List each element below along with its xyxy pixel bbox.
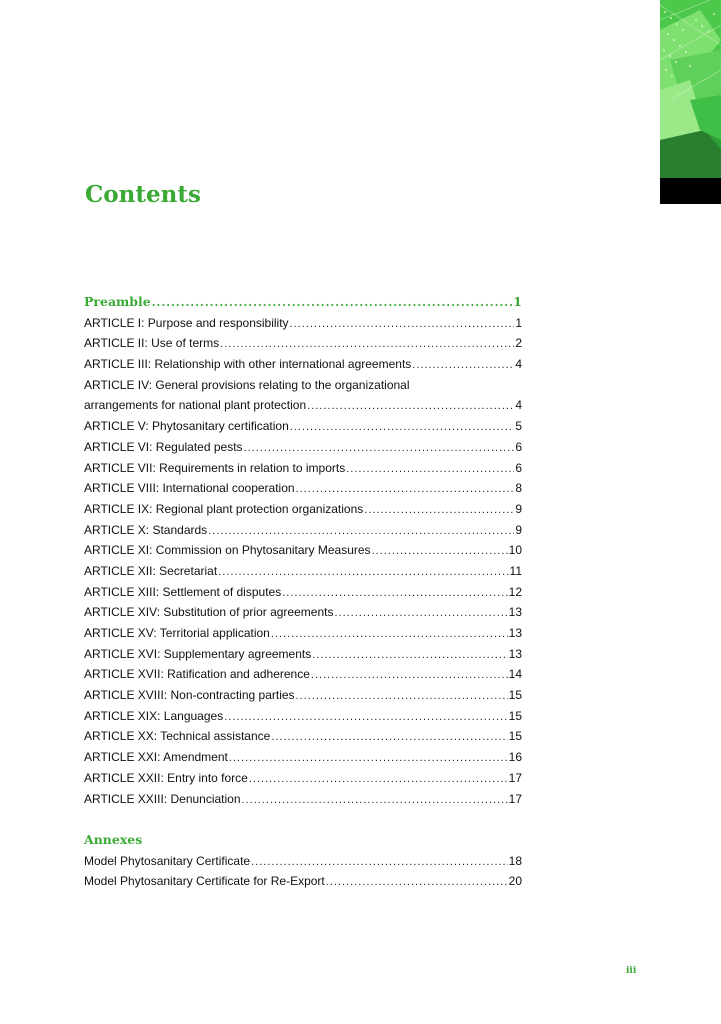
toc-entry-label: ARTICLE XVI: Supplementary agreements — [84, 646, 312, 661]
dot-leader — [152, 293, 513, 314]
toc-entry-page: 13 — [508, 646, 522, 661]
toc-entry-article-23[interactable] — [84, 789, 522, 810]
toc-entry-article-14[interactable] — [84, 602, 522, 623]
dot-leader — [364, 500, 514, 521]
toc-entry-article-3[interactable] — [84, 354, 522, 375]
toc-entry-page: 9 — [515, 522, 522, 537]
toc-entry-page: 6 — [515, 439, 522, 454]
toc-entry-page: 8 — [515, 481, 522, 496]
toc-entry-label: ARTICLE I: Purpose and responsibility — [84, 315, 289, 330]
toc-entry-label: Preamble — [84, 294, 151, 309]
toc-entry-article-13[interactable] — [84, 582, 522, 603]
corner-decoration — [660, 0, 721, 204]
dot-leader — [307, 396, 514, 417]
toc-entry-label: ARTICLE XII: Secretariat — [84, 563, 218, 578]
toc-entry-article-4-continued[interactable] — [84, 395, 522, 416]
dot-leader — [249, 769, 508, 790]
toc-entry-label: arrangements for national plant protection — [84, 398, 307, 413]
dot-leader — [334, 603, 507, 624]
toc-entry-label: ARTICLE II: Use of terms — [84, 336, 220, 351]
toc-entry-page: 13 — [508, 626, 522, 640]
toc-entry-label: ARTICLE XI: Commission on Phytosanitary Measures — [84, 543, 371, 558]
toc-entry-label: ARTICLE XXI: Amendment — [84, 750, 228, 765]
toc-entry-page: 1 — [515, 315, 522, 330]
toc-entry-page: 15 — [508, 688, 522, 703]
toc-entry-page: 15 — [508, 729, 522, 744]
articles-list — [84, 313, 522, 810]
table-of-contents — [84, 292, 522, 892]
toc-entry-label: ARTICLE VII: Requirements in relation to imports — [84, 460, 346, 475]
toc-entry-page: 17 — [508, 791, 522, 806]
toc-entry-page: 13 — [508, 605, 522, 620]
dot-leader — [251, 852, 508, 873]
toc-entry-article-15[interactable] — [84, 623, 522, 644]
toc-entry-page: 6 — [515, 460, 522, 475]
dot-leader — [372, 541, 508, 562]
dot-leader — [229, 748, 508, 769]
dot-leader — [220, 334, 514, 355]
dot-leader — [290, 314, 515, 335]
dot-leader — [346, 459, 514, 480]
toc-entry-page: 14 — [508, 667, 522, 682]
toc-entry-article-5[interactable] — [84, 416, 522, 437]
toc-entry-article-12[interactable] — [84, 561, 522, 582]
toc-entry-article-8[interactable] — [84, 478, 522, 499]
toc-entry-page: 17 — [508, 770, 522, 785]
toc-entry-label: ARTICLE XVII: Ratification and adherence — [84, 667, 310, 682]
dot-leader — [271, 624, 508, 645]
toc-entry-page: 10 — [508, 543, 522, 558]
toc-entry-page: 12 — [508, 584, 522, 599]
toc-entry-page: 18 — [508, 853, 522, 868]
toc-entry-label: ARTICLE X: Standards — [84, 522, 208, 537]
toc-entry-page: 5 — [515, 419, 522, 434]
toc-entry-article-6[interactable] — [84, 437, 522, 458]
dot-leader — [242, 790, 508, 811]
dot-leader — [311, 665, 508, 686]
dot-leader — [271, 727, 507, 748]
toc-entry-label: ARTICLE XIII: Settlement of disputes — [84, 584, 282, 599]
toc-entry-page: 4 — [515, 357, 522, 372]
dot-leader — [326, 872, 508, 893]
page-title: Contents — [85, 181, 201, 208]
dot-leader — [244, 438, 515, 459]
toc-entry-article-1[interactable] — [84, 313, 522, 334]
toc-entry-article-7[interactable] — [84, 458, 522, 479]
toc-entry-page: 4 — [515, 398, 522, 413]
toc-entry-page: 20 — [508, 874, 522, 889]
toc-entry-article-9[interactable] — [84, 499, 522, 520]
toc-entry-label: ARTICLE XX: Technical assistance — [84, 729, 271, 744]
dot-leader — [296, 479, 515, 500]
toc-entry-article-10[interactable] — [84, 520, 522, 541]
toc-entry-page: 15 — [508, 708, 522, 723]
toc-entry-label: Model Phytosanitary Certificate — [84, 853, 251, 868]
toc-entry-article-19[interactable] — [84, 706, 522, 727]
toc-entry-label: ARTICLE XXII: Entry into force — [84, 770, 248, 785]
toc-entry-label: ARTICLE XVIII: Non-contracting parties — [84, 688, 295, 703]
toc-entry-article-18[interactable] — [84, 685, 522, 706]
dot-leader — [312, 645, 507, 666]
annexes-heading: Annexes — [84, 831, 143, 847]
dot-leader — [296, 686, 508, 707]
toc-entry-label: ARTICLE XV: Territorial application — [84, 626, 270, 640]
toc-entry-page: 16 — [508, 750, 522, 765]
toc-entry-annex-2[interactable] — [84, 871, 522, 892]
toc-entry-label: ARTICLE VIII: International cooperation — [84, 481, 295, 496]
toc-entry-label: ARTICLE V: Phytosanitary certification — [84, 419, 289, 434]
dot-leader — [218, 562, 508, 583]
toc-entry-label: ARTICLE VI: Regulated pests — [84, 439, 243, 454]
toc-entry-page: 2 — [515, 336, 522, 351]
toc-entry-annex-1[interactable] — [84, 851, 522, 872]
toc-entry-label: ARTICLE XIV: Substitution of prior agreements — [84, 605, 334, 620]
toc-entry-preamble[interactable] — [84, 292, 522, 313]
toc-entry-article-11[interactable] — [84, 540, 522, 561]
dot-leader — [290, 417, 515, 438]
toc-entry-article-16[interactable] — [84, 644, 522, 665]
dot-leader — [412, 355, 514, 376]
annexes-list — [84, 851, 522, 892]
toc-entry-page: 1 — [513, 294, 522, 309]
dot-leader — [208, 521, 514, 542]
toc-entry-label: ARTICLE XXIII: Denunciation — [84, 791, 241, 806]
toc-entry-article-17[interactable] — [84, 664, 522, 685]
toc-entry-page: 9 — [515, 501, 522, 516]
toc-entry-page: 11 — [509, 563, 522, 578]
toc-entry-article-2[interactable] — [84, 333, 522, 354]
toc-entry-label: ARTICLE IX: Regional plant protection organizations — [84, 501, 364, 516]
toc-entry-label: ARTICLE III: Relationship with other international agreements — [84, 357, 412, 372]
toc-entry-label: ARTICLE XIX: Languages — [84, 708, 224, 723]
toc-entry-label: Model Phytosanitary Certificate for Re-Export — [84, 874, 325, 889]
dot-leader — [224, 707, 507, 728]
toc-entry-article-21[interactable] — [84, 747, 522, 768]
toc-entry-article-4[interactable]: ARTICLE IV: General provisions relating to the organizational — [84, 377, 410, 392]
toc-entry-article-20[interactable] — [84, 726, 522, 747]
toc-entry-article-22[interactable] — [84, 768, 522, 789]
page-number: iii — [626, 966, 637, 976]
dot-leader — [282, 583, 507, 604]
